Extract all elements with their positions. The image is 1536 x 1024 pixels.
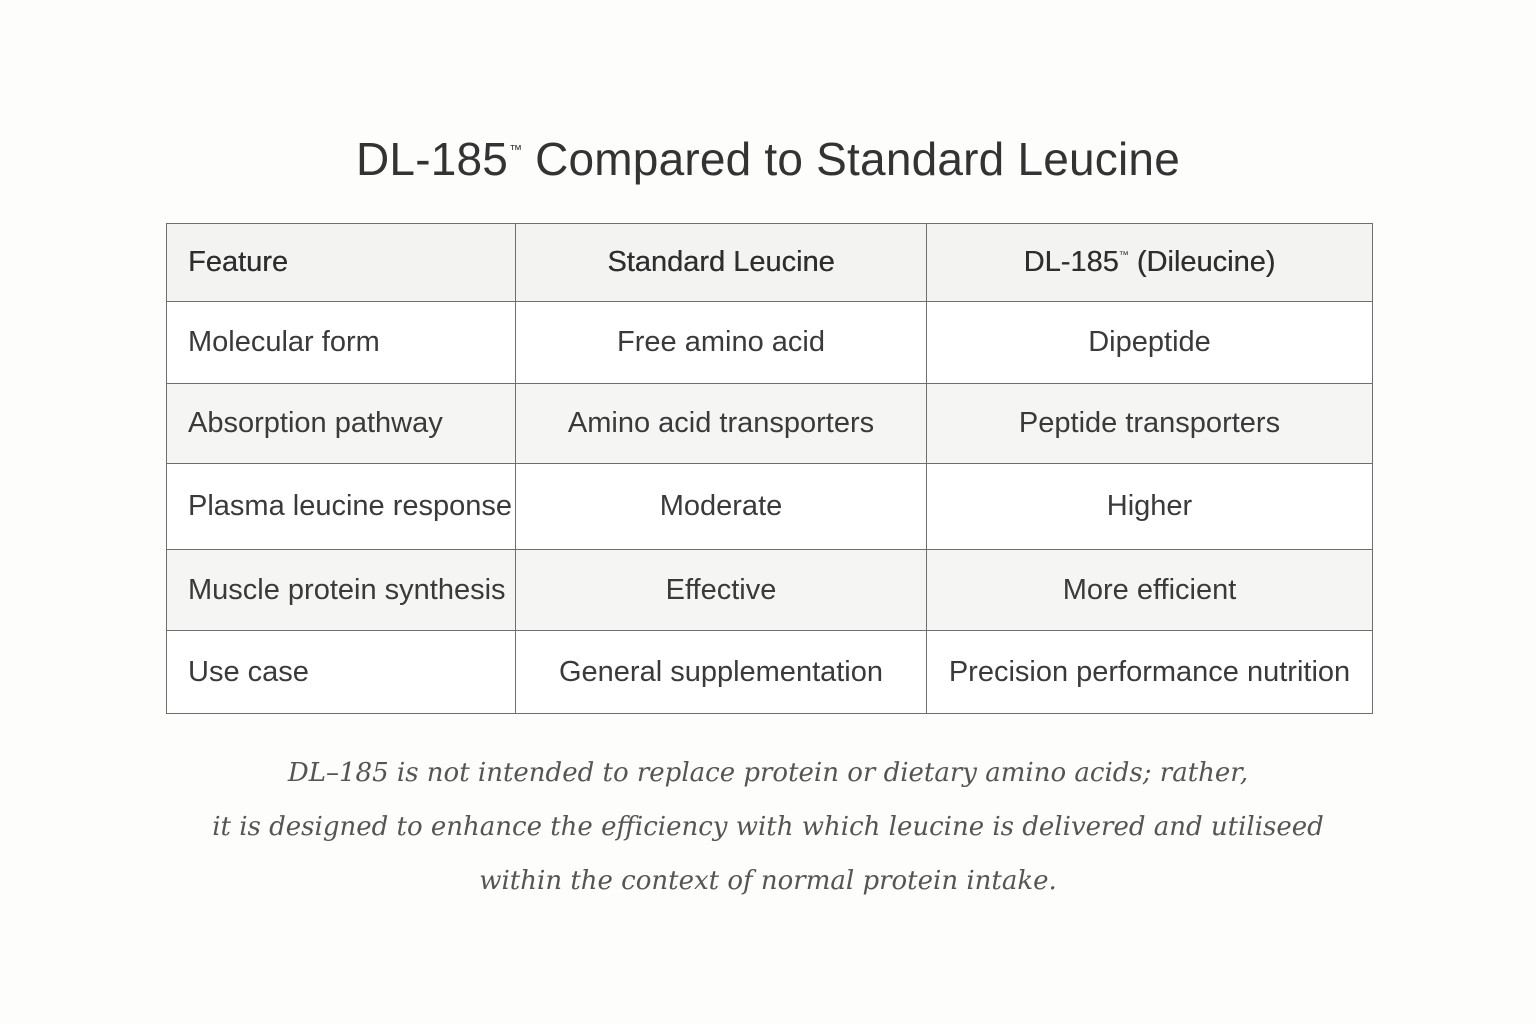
comparison-table xyxy=(166,223,1373,714)
table-row xyxy=(167,464,1373,550)
feature-cell: Plasma leucine response xyxy=(167,464,516,550)
title-trademark-mark: ™ xyxy=(509,142,523,157)
table-header-row xyxy=(167,224,1373,302)
footnote-line: it is designed to enhance the efficiency with which leucine is delivered and utiliseed xyxy=(212,812,1324,842)
standard-leucine-cell: Moderate xyxy=(516,464,927,550)
table-row xyxy=(167,631,1373,714)
header-dl185-suffix: (Dileucine) xyxy=(1128,246,1276,278)
page-title xyxy=(0,132,1536,186)
footnote-line: DL–185 is not intended to replace protein or dietary amino acids; rather, xyxy=(287,758,1249,788)
header-dl185-trademark: ™ xyxy=(1118,250,1129,261)
standard-leucine-cell: General supplementation xyxy=(516,631,927,714)
dl185-cell: Peptide transporters xyxy=(927,384,1373,464)
feature-cell: Absorption pathway xyxy=(167,384,516,464)
feature-cell: Use case xyxy=(167,631,516,714)
footnote-line: within the context of normal protein intake. xyxy=(479,866,1057,896)
header-feature: Feature xyxy=(167,224,516,302)
header-dl185 xyxy=(927,224,1373,302)
table-row xyxy=(167,384,1373,464)
standard-leucine-cell: Amino acid transporters xyxy=(516,384,927,464)
dl185-cell: Dipeptide xyxy=(927,302,1373,384)
dl185-cell: Precision performance nutrition xyxy=(927,631,1373,714)
feature-cell: Molecular form xyxy=(167,302,516,384)
title-product-name: DL-185 xyxy=(356,133,509,185)
standard-leucine-cell: Effective xyxy=(516,550,927,631)
standard-leucine-cell: Free amino acid xyxy=(516,302,927,384)
header-standard-leucine: Standard Leucine xyxy=(516,224,927,302)
table-row xyxy=(167,550,1373,631)
dl185-cell: More efficient xyxy=(927,550,1373,631)
feature-cell: Muscle protein synthesis xyxy=(167,550,516,631)
table-row xyxy=(167,302,1373,384)
title-rest: Compared to Standard Leucine xyxy=(522,133,1180,185)
header-dl185-name: DL-185 xyxy=(1023,246,1119,278)
dl185-cell: Higher xyxy=(927,464,1373,550)
footnote xyxy=(0,746,1536,908)
